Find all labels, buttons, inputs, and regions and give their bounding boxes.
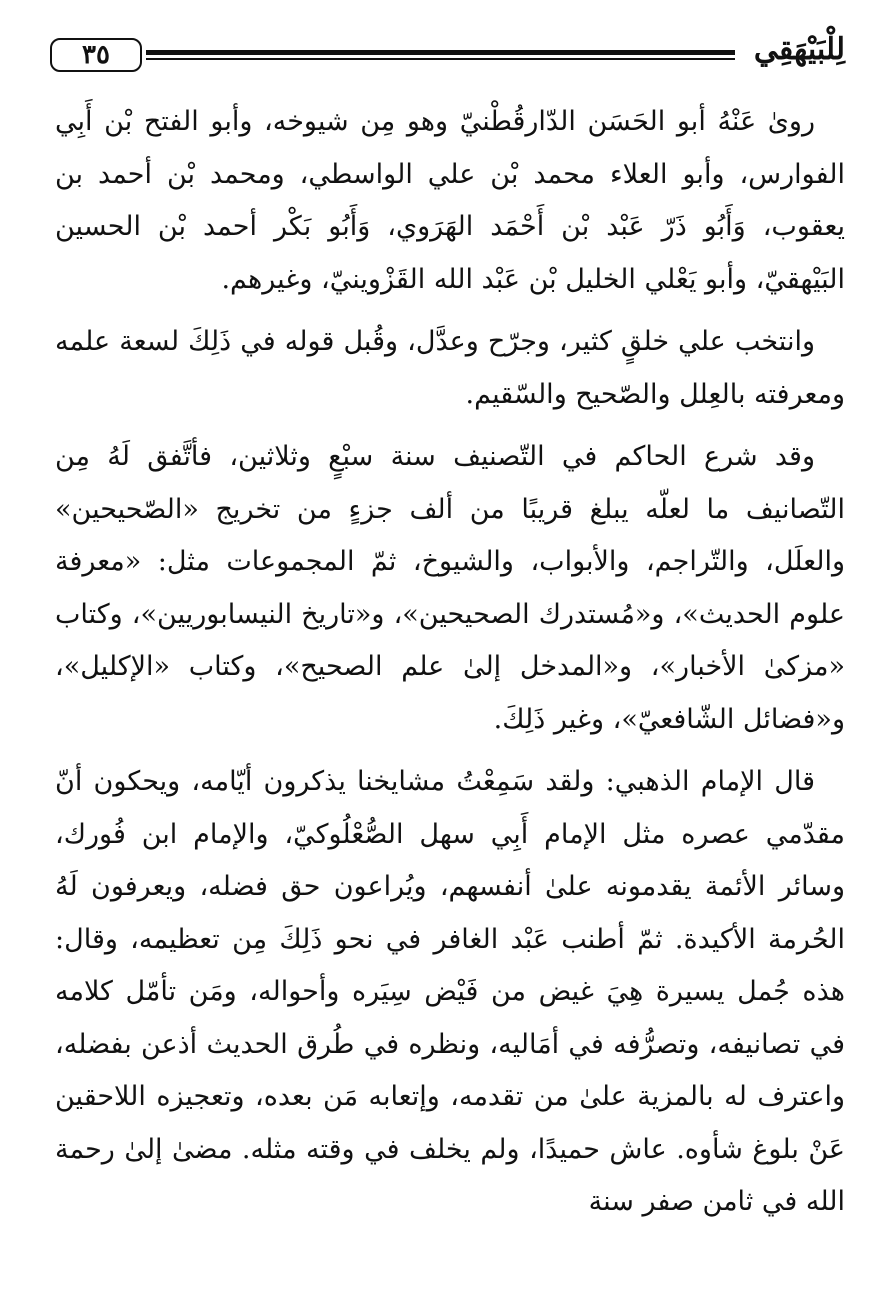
page-header [50, 28, 845, 82]
header-rule-thick [146, 50, 735, 55]
header-rule-thin [146, 58, 735, 60]
paragraph-3: وقد شرع الحاكم في التّصنيف سنة سبْعٍ وثلاثين، فأتَّفق لَهُ مِن التّصانيف ما لعلّه يبلغ قريبًا من ألف جزءٍ من تخريج «الصّحيحين» والعلَل، والتّراجم، والأبواب، والشيوخ، ثمّ المجموعات مثل: «معرفة علوم الحديث»، و«مُستدرك الصحيحين»، و«تاريخ النيسابوريين»، وكتاب «مزكىٰ الأخبار»، و«المدخل إلىٰ علم الصحيح»، وكتاب «الإكليل»، و«فضائل الشّافعيّ»، وغير ذَلِكَ. [55, 441, 845, 735]
paragraph-4: قال الإمام الذهبي: ولقد سَمِعْتُ مشايخنا يذكرون أيّامه، ويحكون أنّ مقدّمي عصره مثل الإمام أَبِي سهل الصُّعْلُوكيّ، والإمام ابن فُورك، وسائر الأئمة يقدمونه علىٰ أنفسهم، ويُراعون حق فضله، ويعرفون لَهُ الحُرمة الأكيدة. ثمّ أطنب عَبْد الغافر في نحو ذَلِكَ مِن تعظيمه، وقال: هذه جُمل يسيرة هِيَ غيض من فَيْض سِيَره وأحواله، ومَن تأمّل كلامه في تصانيفه، وتصرُّفه في أمَاليه، ونظره في طُرق الحديث أذعن بفضله، واعترف له بالمزية علىٰ من تقدمه، وإتعابه مَن بعده، وتعجيزه اللاحقين عَنْ بلوغ شأوه. عاش حميدًا، ولم يخلف في وقته مثله. مضىٰ إلىٰ رحمة الله في ثامن صفر سنة [55, 766, 845, 1217]
running-title: لِلْبَيْهَقِي [753, 32, 845, 67]
main-text [55, 96, 845, 1239]
paragraph-2: وانتخب علي خلقٍ كثير، وجرّح وعدَّل، وقُبل قوله في ذَلِكَ لسعة علمه ومعرفته بالعِلل والصّحيح والسّقيم. [55, 326, 845, 410]
page-number: ٣٥ [50, 38, 142, 72]
paragraph-1: روىٰ عَنْهُ أبو الحَسَن الدّارقُطْنيّ وهو مِن شيوخه، وأبو الفتح بْن أَبِي الفوارس، وأبو العلاء محمد بْن علي الواسطي، ومحمد بْن أحمد بن يعقوب، وَأَبُو ذَرّ عَبْد بْن أَحْمَد الهَرَوي، وَأَبُو بَكْر أحمد بْن الحسين البَيْهقيّ، وأبو يَعْلي الخليل بْن عَبْد الله القَزْوينيّ، وغيرهم. [55, 106, 845, 295]
header-rule [146, 50, 735, 60]
